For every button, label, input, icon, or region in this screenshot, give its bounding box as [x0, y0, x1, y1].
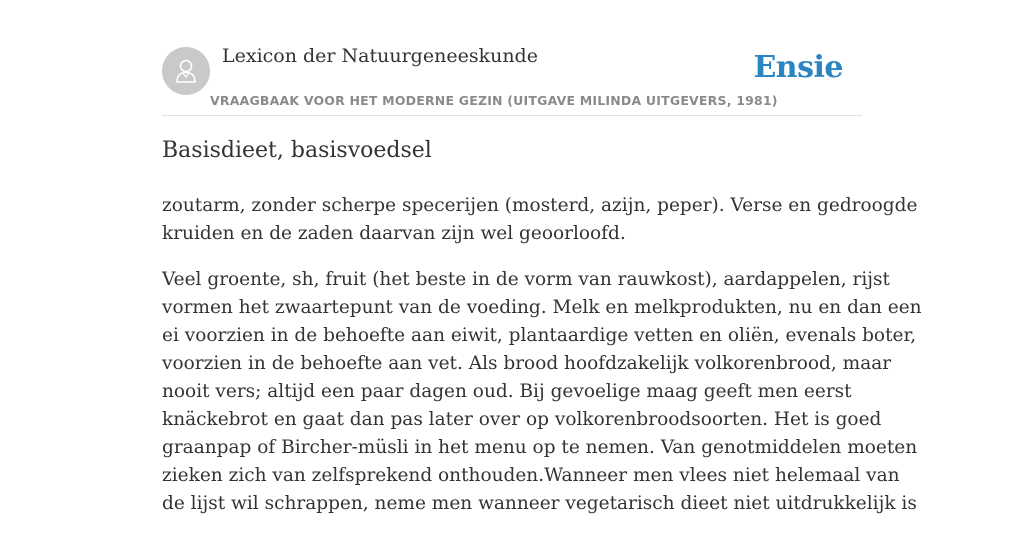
- paragraph-line: knäckebrot en gaat dan pas later over op volkorenbroodsoorten. Het is goed: [162, 409, 882, 430]
- source-title[interactable]: Lexicon der Natuurgeneeskunde: [222, 45, 538, 67]
- paragraph-line: de lijst wil schrappen, neme men wanneer vegetarisch dieet niet uitdrukkelijk is: [162, 493, 917, 514]
- article-paragraph: [162, 266, 922, 518]
- paragraph-line: kruiden en de zaden daarvan zijn wel geoorloofd.: [162, 223, 626, 244]
- paragraph-line: nooit vers; altijd een paar dagen oud. Bij gevoelige maag geeft men eerst: [162, 381, 852, 402]
- paragraph-line: Veel groente, sh, fruit (het beste in de vorm van rauwkost), aardappelen, rijst: [162, 269, 890, 290]
- article-heading: Basisdieet, basisvoedsel: [162, 138, 432, 163]
- paragraph-line: zieken zich van zelfsprekend onthouden.Wanneer men vlees niet helemaal van: [162, 465, 900, 486]
- paragraph-line: zoutarm, zonder scherpe specerijen (mosterd, azijn, peper). Verse en gedroogde: [162, 195, 918, 216]
- paragraph-line: graanpap of Bircher-müsli in het menu op te nemen. Van genotmiddelen moeten: [162, 437, 918, 458]
- user-silhouette-icon: [171, 56, 201, 86]
- header-divider: [162, 115, 862, 116]
- article-paragraph: [162, 192, 918, 248]
- paragraph-line: vormen het zwaartepunt van de voeding. Melk en melkprodukten, nu en dan een: [162, 297, 922, 318]
- paragraph-line: ei voorzien in de behoefte aan eiwit, plantaardige vetten en oliën, evenals boter,: [162, 325, 917, 346]
- brand-logo[interactable]: Ensie: [753, 50, 843, 85]
- paragraph-line: voorzien in de behoefte aan vet. Als brood hoofdzakelijk volkorenbrood, maar: [162, 353, 892, 374]
- source-subtitle: VRAAGBAAK VOOR HET MODERNE GEZIN (UITGAVE MILINDA UITGEVERS, 1981): [210, 93, 778, 108]
- author-avatar[interactable]: [162, 47, 210, 95]
- article-body: [162, 192, 922, 536]
- page: [162, 0, 922, 514]
